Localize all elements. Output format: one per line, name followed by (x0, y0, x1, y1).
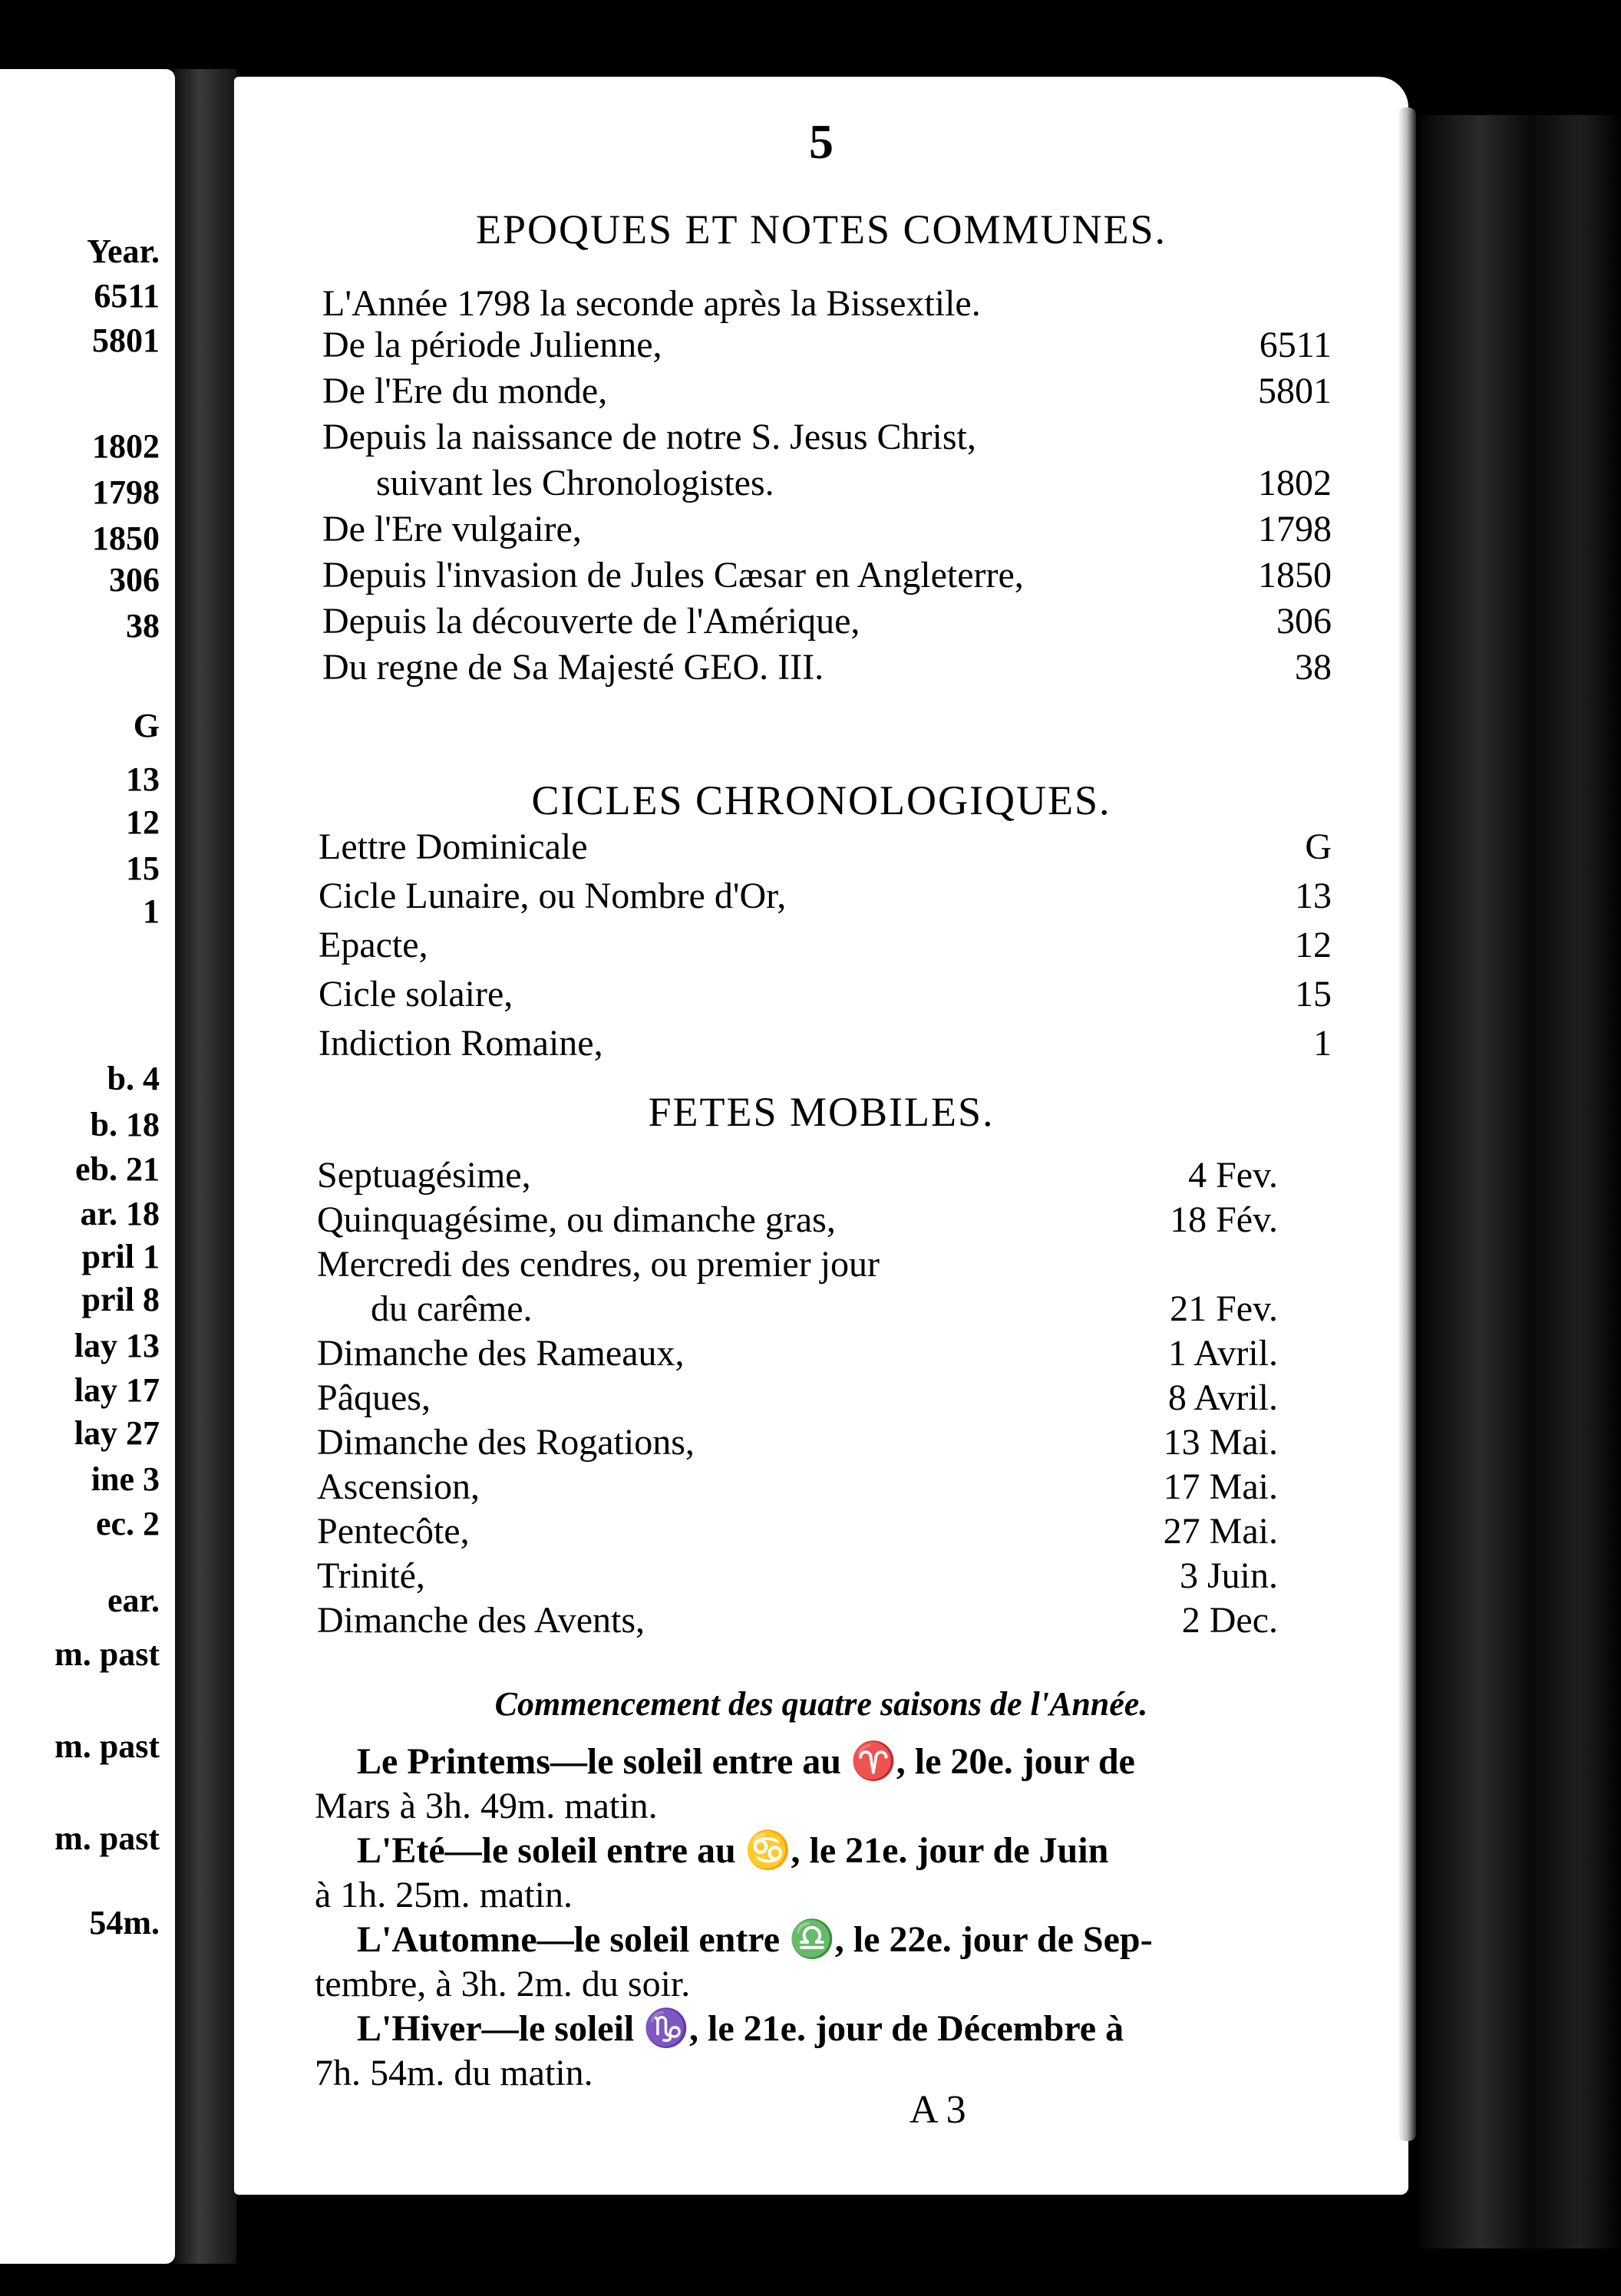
saison-line: 7h. 54m. du matin. (315, 2053, 593, 2093)
row-label: Mercredi des cendres, ou premier jour (317, 1244, 880, 1285)
row-label: Depuis la découverte de l'Amérique, (322, 601, 860, 642)
left-page-text: m. past (54, 1727, 160, 1765)
row-label: De la période Julienne, (322, 325, 662, 365)
saisons-heading: Commencement des quatre saisons de l'Année. (494, 1685, 1148, 1723)
saison-line: Mars à 3h. 49m. matin. (315, 1786, 658, 1826)
row-value: 17 Mai. (1163, 1466, 1278, 1507)
cicles-heading: CICLES CHRONOLOGIQUES. (531, 777, 1111, 823)
left-page-text: 1802 (92, 427, 160, 465)
row-label: Dimanche des Rogations, (317, 1422, 695, 1463)
saison-line: L'Eté—le soleil entre au ♋, le 21e. jour de Juin (357, 1830, 1109, 1871)
left-page-text: 12 (126, 803, 160, 841)
left-page-text: Year. (87, 233, 160, 270)
left-page-text: 1850 (92, 520, 160, 557)
row-value: 3 Juin. (1179, 1555, 1278, 1596)
left-page-text: b. 4 (107, 1060, 160, 1097)
row-label: Quinquagésime, ou dimanche gras, (317, 1199, 836, 1240)
row-label: Depuis l'invasion de Jules Cæsar en Angleterre, (322, 555, 1024, 595)
saison-line: à 1h. 25m. matin. (315, 1875, 573, 1915)
epoques-heading: EPOQUES ET NOTES COMMUNES. (475, 206, 1167, 252)
left-page-fragment (0, 69, 175, 2264)
row-value: 6511 (1259, 325, 1332, 365)
row-value: 1 Avril. (1167, 1333, 1278, 1374)
left-page-text: pril 8 (81, 1281, 160, 1318)
left-page-text: 38 (126, 607, 160, 645)
left-page-text: 306 (109, 561, 160, 599)
row-label: Cicle solaire, (319, 974, 513, 1014)
row-label: Dimanche des Avents, (317, 1600, 645, 1641)
row-label: Depuis la naissance de notre S. Jesus Christ, (322, 417, 976, 457)
row-value: 8 Avril. (1167, 1377, 1278, 1418)
row-label: Trinité, (317, 1555, 425, 1596)
row-value: 4 Fev. (1188, 1155, 1278, 1196)
row-label: De l'Ere vulgaire, (322, 509, 582, 549)
row-value: 13 (1295, 876, 1332, 916)
saison-line: L'Automne—le soleil entre ♎, le 22e. jour de Sep- (357, 1919, 1153, 1960)
row-label: Pâques, (317, 1377, 431, 1418)
left-page-text: lay 17 (74, 1371, 160, 1409)
left-page-text: lay 27 (74, 1414, 160, 1452)
row-value: 18 Fév. (1170, 1199, 1278, 1240)
row-value: 306 (1276, 601, 1332, 642)
left-page-text: ar. 18 (80, 1195, 160, 1232)
left-page-text: ine 3 (91, 1460, 160, 1498)
row-value: G (1305, 826, 1332, 867)
row-value: 1802 (1258, 463, 1332, 503)
signature-mark: A 3 (910, 2088, 966, 2132)
left-page-text: 15 (126, 849, 160, 887)
left-page-text: 54m. (89, 1904, 160, 1941)
left-page-text: 6511 (94, 277, 160, 315)
row-value: 27 Mai. (1163, 1511, 1278, 1552)
row-value: 38 (1295, 647, 1332, 688)
row-label: Du regne de Sa Majesté GEO. III. (322, 647, 824, 688)
saison-line: L'Hiver—le soleil ♑, le 21e. jour de Décembre à (357, 2008, 1124, 2049)
row-value: 5801 (1258, 371, 1332, 411)
left-page-text: ear. (107, 1582, 160, 1619)
row-value: 12 (1295, 925, 1332, 965)
left-page-text: pril 1 (81, 1238, 160, 1275)
left-page-text: m. past (54, 1635, 160, 1673)
row-label: suivant les Chronologistes. (376, 463, 774, 503)
left-page-text: 1798 (92, 473, 160, 511)
row-label: Pentecôte, (317, 1511, 470, 1552)
main-page (234, 77, 1408, 2195)
left-page-text: b. 18 (90, 1106, 160, 1143)
row-label: Cicle Lunaire, ou Nombre d'Or, (319, 876, 787, 916)
row-label: du carême. (371, 1288, 533, 1329)
folio-mark: 5 (809, 114, 834, 169)
row-label: De l'Ere du monde, (322, 371, 608, 411)
left-page-text: m. past (54, 1819, 160, 1857)
row-value: 15 (1295, 974, 1332, 1014)
row-value: 1798 (1258, 509, 1332, 549)
left-page-text: 5801 (92, 322, 160, 359)
row-value: 13 Mai. (1163, 1422, 1278, 1463)
row-value: 1 (1313, 1023, 1332, 1064)
row-label: Lettre Dominicale (319, 826, 588, 867)
row-value: 2 Dec. (1181, 1600, 1278, 1641)
left-page-text: 13 (126, 760, 160, 798)
left-page-text: eb. 21 (75, 1150, 160, 1188)
row-label: Dimanche des Rameaux, (317, 1333, 685, 1374)
book-spine (1420, 115, 1621, 2248)
fetes-heading: FETES MOBILES. (648, 1089, 995, 1135)
epoques-intro: L'Année 1798 la seconde après la Bissextile. (322, 283, 981, 324)
left-page-text: lay 13 (74, 1327, 160, 1364)
row-label: Epacte, (319, 925, 428, 965)
book-gutter (175, 69, 236, 2264)
saison-line: Le Printems—le soleil entre au ♈, le 20e. jour de (357, 1741, 1135, 1782)
left-page-text: ec. 2 (95, 1505, 160, 1542)
row-label: Indiction Romaine, (319, 1023, 603, 1064)
saison-line: tembre, à 3h. 2m. du soir. (315, 1964, 691, 2004)
row-label: Ascension, (317, 1466, 480, 1507)
left-page-text: G (133, 707, 160, 744)
row-value: 21 Fev. (1170, 1288, 1278, 1329)
left-page-text: 1 (143, 892, 160, 930)
row-label: Septuagésime, (317, 1155, 531, 1196)
row-value: 1850 (1258, 555, 1332, 595)
